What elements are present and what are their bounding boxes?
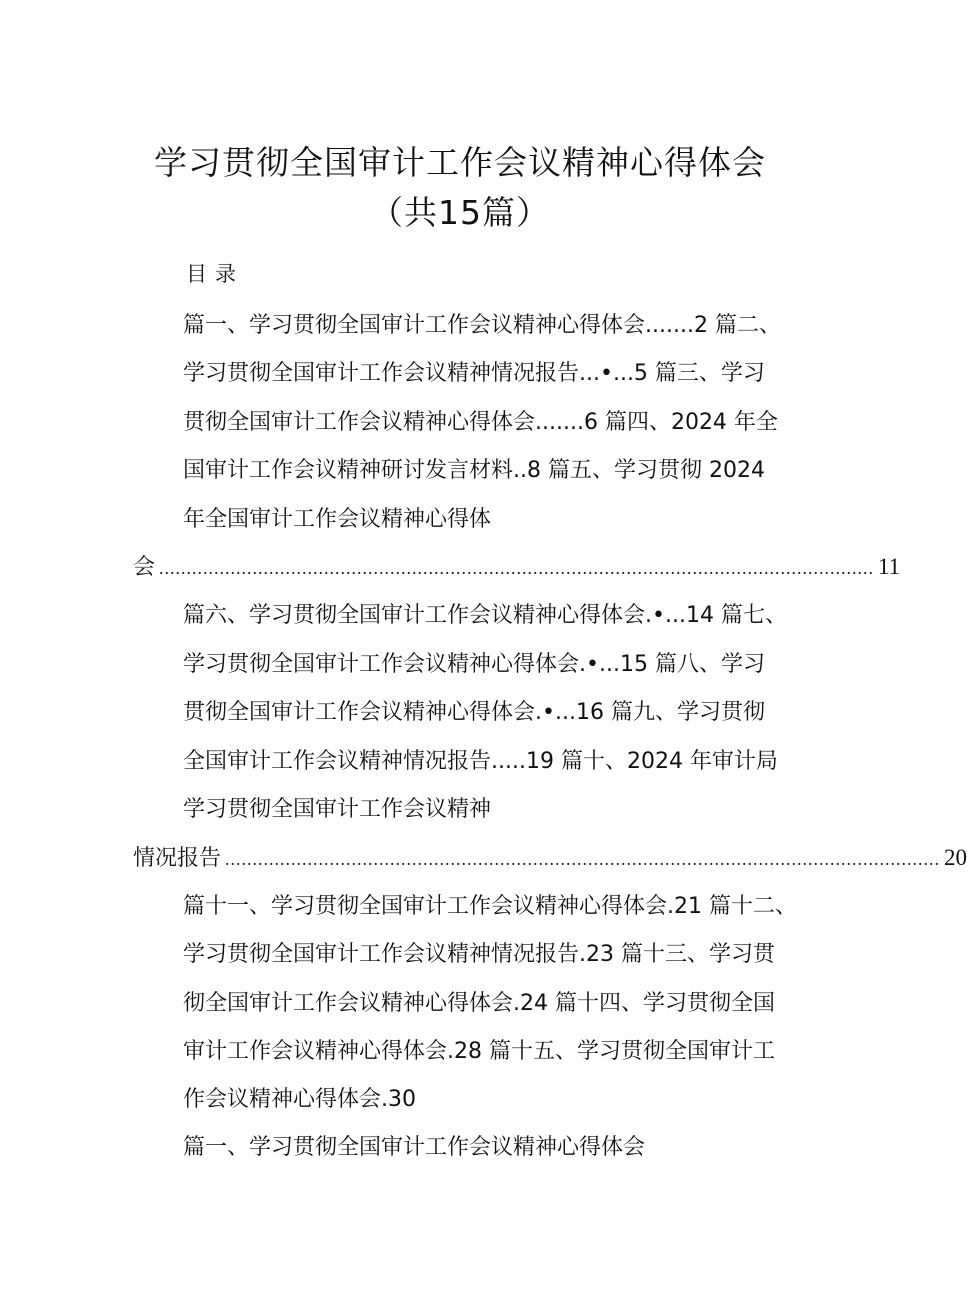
toc-leader-text: 会 (133, 555, 156, 580)
toc-line: 篇六、学习贯彻全国审计工作会议精神心得体会.•...14 篇七、 (183, 603, 787, 628)
toc-page-number: 11 (878, 554, 901, 579)
toc-line: 国审计工作会议精神研讨发言材料..8 篇五、学习贯彻 2024 (183, 458, 765, 483)
dot-leader: .................................................................................................................................. (225, 849, 941, 869)
section-heading: 篇一、学习贯彻全国审计工作会议精神心得体会 (183, 1135, 646, 1160)
toc-leader-entry (133, 550, 901, 581)
toc-line: 全国审计工作会议精神情况报告.....19 篇十、2024 年审计局 (183, 749, 778, 774)
toc-line: 贯彻全国审计工作会议精神心得体会.•...16 篇九、学习贯彻 (183, 700, 765, 725)
title-line-2: （共15篇） (370, 193, 550, 232)
toc-line: 学习贯彻全国审计工作会议精神 (183, 797, 492, 822)
toc-leader-text: 情况报告 (133, 846, 222, 871)
toc-line: 审计工作会议精神心得体会.28 篇十五、学习贯彻全国审计工 (183, 1039, 775, 1064)
toc-page-number: 20 (944, 845, 967, 870)
toc-line: 篇一、学习贯彻全国审计工作会议精神心得体会.......2 篇二、 (183, 313, 781, 338)
toc-line: 学习贯彻全国审计工作会议精神情况报告...•...5 篇三、学习 (183, 361, 765, 386)
toc-line: 学习贯彻全国审计工作会议精神情况报告.23 篇十三、学习贯 (183, 942, 775, 967)
toc-line: 学习贯彻全国审计工作会议精神心得体会.•...15 篇八、学习 (183, 652, 765, 677)
dot-leader: .................................................................................................................................. (159, 558, 875, 578)
toc-line: 彻全国审计工作会议精神心得体会.24 篇十四、学习贯彻全国 (183, 991, 775, 1016)
title-line-1: 学习贯彻全国审计工作会议精神心得体会 (154, 143, 766, 182)
toc-line: 年全国审计工作会议精神心得体 (183, 507, 492, 532)
toc-line: 作会议精神心得体会.30 (183, 1087, 416, 1112)
toc-line: 贯彻全国审计工作会议精神心得体会.......6 篇四、2024 年全 (183, 410, 778, 435)
document-title (0, 138, 920, 238)
toc-leader-entry (133, 841, 967, 872)
toc-line: 篇十一、学习贯彻全国审计工作会议精神心得体会.21 篇十二、 (183, 894, 797, 919)
toc-heading: 目录 (186, 262, 244, 286)
